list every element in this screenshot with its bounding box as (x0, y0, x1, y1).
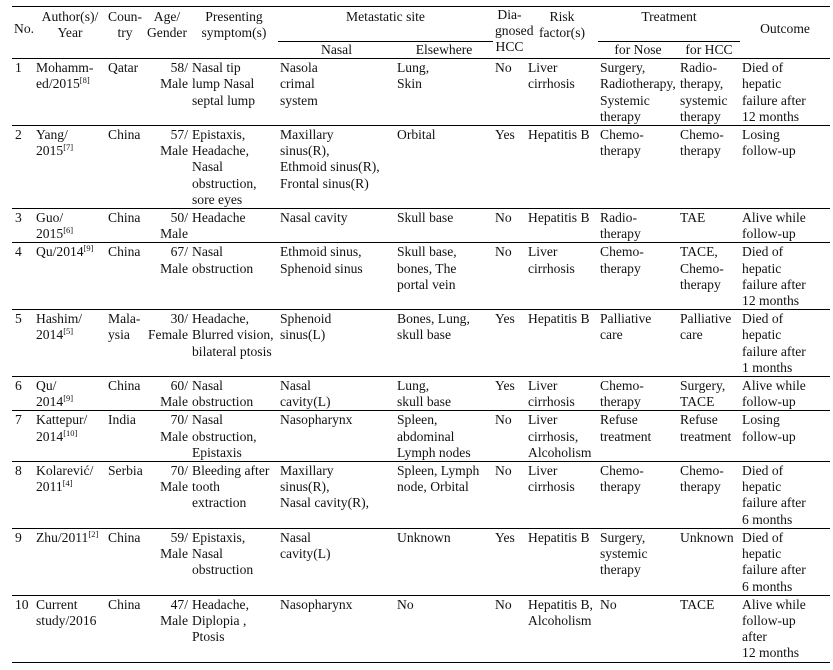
cell-outcome: Died of hepatic failure after 6 months (740, 528, 830, 595)
cell-nose-treatment: Surgery, systemic therapy (598, 528, 678, 595)
cell-age-gender: 60/ Male (144, 377, 190, 411)
cell-author: Zhu/2011[2] (34, 528, 106, 595)
cell-no: 9 (12, 528, 34, 595)
cell-nose-treatment: Palliative care (598, 310, 678, 377)
cell-no: 4 (12, 243, 34, 310)
cell-country: Serbia (106, 462, 144, 529)
cell-symptom: Headache, Diplopia , Ptosis (190, 595, 278, 662)
header-no: No. (12, 7, 34, 59)
cell-age-gender: 70/ Male (144, 411, 190, 462)
cell-elsewhere: Lung, Skin (395, 59, 493, 126)
cell-ref: [9] (63, 393, 74, 404)
cell-risk: Hepatitis B (526, 126, 598, 209)
cell-hcc-treatment: Palliative care (678, 310, 740, 377)
cell-nasal: Ethmoid sinus, Sphenoid sinus (278, 243, 395, 310)
cell-author: Current study/2016 (34, 595, 106, 662)
cell-outcome: Losing follow-up (740, 126, 830, 209)
header-outcome: Outcome (740, 7, 830, 59)
cell-author: Kolarević/ 2011[4] (34, 462, 106, 529)
cell-nasal: Sphenoid sinus(L) (278, 310, 395, 377)
header-symptom: Presenting symptom(s) (190, 7, 278, 59)
cell-nose-treatment: No (598, 595, 678, 662)
cell-age-gender: 70/ Male (144, 462, 190, 529)
cell-nose-treatment: Chemo- therapy (598, 243, 678, 310)
cell-country: Qatar (106, 59, 144, 126)
cell-nose-treatment: Chemo- therapy (598, 462, 678, 529)
cell-risk: Liver cirrhosis (526, 59, 598, 126)
cell-author: Hashim/ 2014[5] (34, 310, 106, 377)
table-row (12, 595, 830, 662)
cell-age-gender: 59/ Male (144, 528, 190, 595)
cell-nose-treatment: Surgery, Radiotherapy, Systemic therapy (598, 59, 678, 126)
cell-author: Qu/2014[9] (34, 243, 106, 310)
header-risk: Risk factor(s) (526, 7, 598, 59)
cell-nasal: Maxillary sinus(R), Ethmoid sinus(R), Frontal sinus(R) (278, 126, 395, 209)
cell-ref: [5] (63, 326, 74, 337)
cell-nasal: Nasal cavity(L) (278, 377, 395, 411)
cell-country: China (106, 528, 144, 595)
cell-no: 10 (12, 595, 34, 662)
cell-outcome: Alive while follow-up after 12 months (740, 595, 830, 662)
table-row (12, 310, 830, 377)
cell-symptom: Headache (190, 209, 278, 243)
cell-nose-treatment: Refuse treatment (598, 411, 678, 462)
cell-hcc-treatment: Chemo- therapy (678, 126, 740, 209)
cell-no: 1 (12, 59, 34, 126)
cell-hcc-treatment: TACE, Chemo- therapy (678, 243, 740, 310)
cell-nasal: Maxillary sinus(R), Nasal cavity(R), (278, 462, 395, 529)
cell-risk: Hepatitis B, Alcoholism (526, 595, 598, 662)
header-diagnosed-hcc: Dia- gnosed HCC (493, 7, 526, 59)
cell-diagnosed-hcc: No (493, 59, 526, 126)
cell-hcc-treatment: TACE (678, 595, 740, 662)
cell-outcome: Alive while follow-up (740, 209, 830, 243)
cell-elsewhere: Bones, Lung, skull base (395, 310, 493, 377)
cell-no: 5 (12, 310, 34, 377)
cell-outcome: Died of hepatic failure after 6 months (740, 462, 830, 529)
table-row (12, 126, 830, 209)
header-country: Coun- try (106, 7, 144, 59)
cell-no: 3 (12, 209, 34, 243)
cell-diagnosed-hcc: No (493, 209, 526, 243)
cell-nasal: Nasopharynx (278, 595, 395, 662)
cell-age-gender: 47/ Male (144, 595, 190, 662)
cell-risk: Hepatitis B (526, 209, 598, 243)
cell-symptom: Nasal obstruction (190, 243, 278, 310)
cell-country: China (106, 243, 144, 310)
cell-elsewhere: Unknown (395, 528, 493, 595)
cell-symptom: Epistaxis, Headache, Nasal obstruction, sore eyes (190, 126, 278, 209)
cell-diagnosed-hcc: No (493, 595, 526, 662)
header-nasal: Nasal (278, 42, 395, 59)
cell-hcc-treatment: Unknown (678, 528, 740, 595)
cell-no: 7 (12, 411, 34, 462)
cell-hcc-treatment: TAE (678, 209, 740, 243)
table-row (12, 528, 830, 595)
table-row (12, 59, 830, 126)
cell-diagnosed-hcc: No (493, 243, 526, 310)
cell-hcc-treatment: Radio- therapy, systemic therapy (678, 59, 740, 126)
cell-hcc-treatment: Refuse treatment (678, 411, 740, 462)
cell-country: China (106, 595, 144, 662)
cell-diagnosed-hcc: Yes (493, 126, 526, 209)
cell-diagnosed-hcc: No (493, 411, 526, 462)
cell-country: China (106, 126, 144, 209)
cell-nose-treatment: Chemo- therapy (598, 126, 678, 209)
cell-country: India (106, 411, 144, 462)
cell-elsewhere: Orbital (395, 126, 493, 209)
cell-nose-treatment: Radio- therapy (598, 209, 678, 243)
cell-ref: [10] (63, 427, 78, 438)
cell-elsewhere: No (395, 595, 493, 662)
cell-age-gender: 30/ Female (144, 310, 190, 377)
cell-age-gender: 58/ Male (144, 59, 190, 126)
cell-ref: [2] (88, 528, 99, 539)
cell-nasal: Nasola crimal system (278, 59, 395, 126)
table-row (12, 209, 830, 243)
header-metastatic-site: Metastatic site (278, 7, 493, 42)
cell-ref: [9] (83, 243, 94, 254)
cell-symptom: Nasal tip lump Nasal septal lump (190, 59, 278, 126)
case-table (12, 6, 830, 663)
cell-country: China (106, 209, 144, 243)
cell-outcome: Died of hepatic failure after 1 months (740, 310, 830, 377)
cell-diagnosed-hcc: Yes (493, 310, 526, 377)
cell-author: Yang/ 2015[7] (34, 126, 106, 209)
cell-diagnosed-hcc: No (493, 462, 526, 529)
cell-outcome: Died of hepatic failure after 12 months (740, 243, 830, 310)
cell-hcc-treatment: Chemo- therapy (678, 462, 740, 529)
cell-elsewhere: Skull base (395, 209, 493, 243)
cell-symptom: Epistaxis, Nasal obstruction (190, 528, 278, 595)
cell-country: Mala- ysia (106, 310, 144, 377)
header-author: Author(s)/ Year (34, 7, 106, 59)
cell-author: Kattepur/ 2014[10] (34, 411, 106, 462)
cell-outcome: Losing follow-up (740, 411, 830, 462)
header-elsewhere: Elsewhere (395, 42, 493, 59)
cell-diagnosed-hcc: Yes (493, 528, 526, 595)
cell-elsewhere: Lung, skull base (395, 377, 493, 411)
cell-elsewhere: Spleen, Lymph node, Orbital (395, 462, 493, 529)
cell-risk: Liver cirrhosis (526, 462, 598, 529)
cell-author: Mohamm- ed/2015[8] (34, 59, 106, 126)
table-body (12, 59, 830, 662)
header-for-nose: for Nose (598, 42, 678, 59)
cell-age-gender: 50/ Male (144, 209, 190, 243)
cell-age-gender: 67/ Male (144, 243, 190, 310)
cell-ref: [8] (79, 75, 90, 86)
cell-no: 8 (12, 462, 34, 529)
cell-risk: Liver cirrhosis (526, 377, 598, 411)
header-treatment: Treatment (598, 7, 740, 42)
cell-symptom: Nasal obstruction (190, 377, 278, 411)
cell-diagnosed-hcc: Yes (493, 377, 526, 411)
cell-risk: Hepatitis B (526, 310, 598, 377)
cell-risk: Hepatitis B (526, 528, 598, 595)
table-row (12, 377, 830, 411)
cell-no: 2 (12, 126, 34, 209)
cell-ref: [6] (63, 225, 74, 236)
cell-age-gender: 57/ Male (144, 126, 190, 209)
cell-no: 6 (12, 377, 34, 411)
table-header (12, 7, 830, 59)
cell-symptom: Bleeding after tooth extraction (190, 462, 278, 529)
cell-elsewhere: Skull base, bones, The portal vein (395, 243, 493, 310)
cell-nose-treatment: Chemo- therapy (598, 377, 678, 411)
cell-author: Qu/ 2014[9] (34, 377, 106, 411)
cell-country: China (106, 377, 144, 411)
cell-nasal: Nasal cavity (278, 209, 395, 243)
cell-outcome: Alive while follow-up (740, 377, 830, 411)
cell-nasal: Nasopharynx (278, 411, 395, 462)
cell-hcc-treatment: Surgery, TACE (678, 377, 740, 411)
table-row (12, 462, 830, 529)
cell-symptom: Nasal obstruction, Epistaxis (190, 411, 278, 462)
cell-author: Guo/ 2015[6] (34, 209, 106, 243)
cell-ref: [7] (63, 142, 74, 153)
cell-risk: Liver cirrhosis (526, 243, 598, 310)
cell-nasal: Nasal cavity(L) (278, 528, 395, 595)
cell-elsewhere: Spleen, abdominal Lymph nodes (395, 411, 493, 462)
cell-risk: Liver cirrhosis, Alcoholism (526, 411, 598, 462)
cell-ref: [4] (62, 478, 73, 489)
header-age-gender: Age/ Gender (144, 7, 190, 59)
cell-outcome: Died of hepatic failure after 12 months (740, 59, 830, 126)
cell-symptom: Headache, Blurred vision, bilateral ptosis (190, 310, 278, 377)
table-row (12, 411, 830, 462)
header-for-hcc: for HCC (678, 42, 740, 59)
table-row (12, 243, 830, 310)
